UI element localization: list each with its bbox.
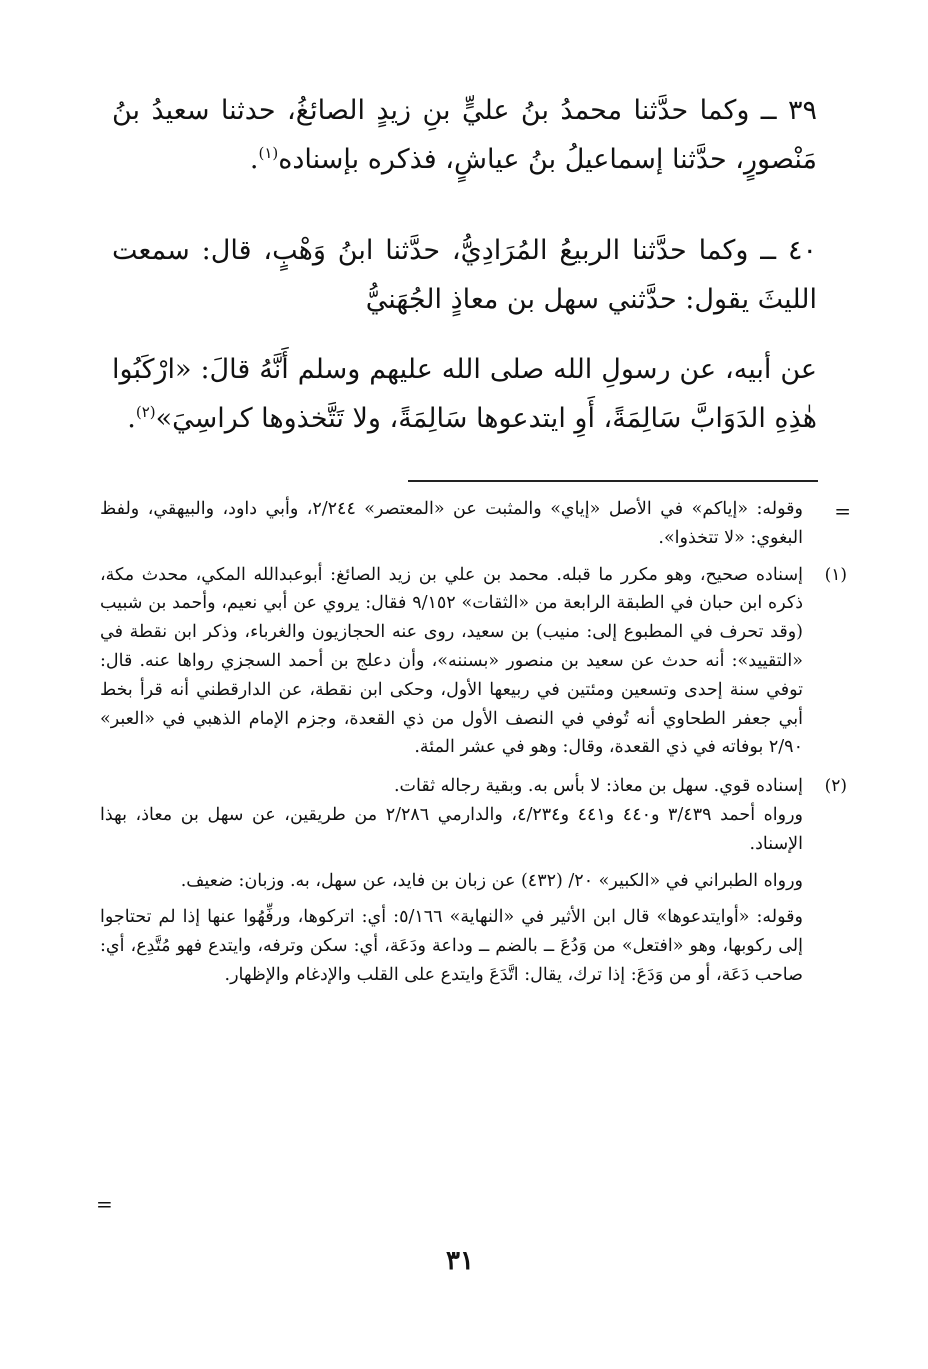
footnote-1 [100, 561, 847, 763]
footnote-2-paragraph-b [100, 801, 825, 859]
page-number: ٣١ [446, 1246, 474, 1276]
hadith-40-text-cont: عن أبيه، عن رسولِ الله صلى الله عليهم وسلم أَنَّهُ قالَ: «ارْكَبُوا هٰذِهِ الدَوَابَّ سَالِمَةً، أَوِ ايتدعوها سَالِمَةً، ولا تَتَّخذوها كراسِيَ» [112, 354, 817, 434]
continuation-mark: = [834, 499, 851, 523]
footnote-2-text-c: ورواه الطبراني في «الكبير» ٢٠/ (٤٣٢) عن زبان بن فايد، عن سهل، به. وزبان: ضعيف. [180, 870, 803, 891]
hadith-40-continuation [112, 345, 817, 443]
hadith-39-note-ref[interactable]: (١) [258, 144, 279, 162]
footnote-2-text-a: إسناده قوي. سهل بن معاذ: لا بأس به. وبقية رجاله ثقات. [393, 776, 803, 797]
footnote-2-paragraph-d [100, 903, 825, 989]
footnote-2-text-b: ورواه أحمد ٣/٤٣٩ و٤٤٠ و٤٤١ و٤/٢٣٤، والدارمي ٢/٢٨٦ من طريقين، عن سهل بن معاذ، بهذا الإسناد. [100, 804, 803, 854]
hadith-39-paragraph [112, 86, 817, 184]
footnotes-section [100, 495, 851, 990]
footnote-2-paragraph-c [100, 867, 825, 896]
footnote-2 [100, 772, 847, 801]
hadith-40-note-ref[interactable]: (٢) [135, 403, 156, 421]
footnote-2-number: (٢) [824, 776, 847, 797]
footnote-continued-text: وقوله: «إياكم» في الأصل «إياي» والمثبت عن «المعتصر» ٢/٢٤٤، وأبي داود، والبيهقي، ولفظ البغوي: «لا تتخذوا». [100, 499, 803, 548]
hadith-40-paragraph [112, 226, 817, 324]
footnote-2-text-d: وقوله: «أوايتدعوها» قال ابن الأثير في «النهاية» ٥/١٦٦: أي: اتركوها، ورفِّهُوا عنها إذا لم تحتاجوا إلى ركوبها، وهو «افتعل» من وَدُعَ ــ بالضم ــ وداعة ودَعَة، أي: سكن وترفه، وايتدع فهو مُتَّدِع، أي: صاحب دَعَة، أو من وَدَعَ: إذا ترك، يقال: اتَّدَعَ وايتدع على القلب والإدغام والإظهار. [100, 907, 803, 985]
hadith-39-end: . [249, 144, 259, 175]
footnote-end-mark: = [96, 1192, 113, 1216]
hadith-39-text: ٣٩ ــ وكما حدَّثنا محمدُ بنُ عليٍّ بنِ زيدٍ الصائغُ، حدثنا سعيدُ بنُ مَنْصورٍ، حدَّثنا إسماعيلُ بنُ عياشٍ، فذكره بإسناده [112, 95, 817, 175]
hadith-40-end: . [127, 403, 136, 434]
hadith-40-text: ٤٠ ــ وكما حدَّثنا الربيعُ المُرَادِيُّ، حدَّثنا ابنُ وَهْبٍ، قال: سمعت الليثَ يقول: حدَّثني سهل بن معاذٍ الجُهَنيُّ [112, 235, 817, 315]
footnote-1-number: (١) [824, 564, 847, 585]
footnote-separator [408, 480, 818, 482]
footnote-1-text: إسناده صحيح، وهو مكرر ما قبله. محمد بن علي بن زيد الصائغ: أبوعبدالله المكي، محدث مكة، ذكره ابن حبان في الطبقة الرابعة من «الثقات» ٩/١٥٢ فقال: يروي عن أبي نعيم، وأحمد بن شبيب (وقد تحرف في المطبوع إلى: منيب) بن سعيد، روى عنه الحجازيون والغرباء، وذكر ابن نقطة في «التقييد»: أنه حدث عن سعيد بن منصور «بسننه»، وأن دعلج بن أحمد السجزي رواها عنه. قال: توفي سنة إحدى وتسعين ومئتين في ربيعها الأول، وحكى ابن نقطة، عن الدارقطني أنه قرأ بخط أبي جعفر الطحاوي أنه تُوفي في النصف الأول من ذي القعدة، وجزم الإمام الذهبي في «العبر» ٢/٩٠ بوفاته في ذي القعدة، وقال: وهو في عشر المئة. [100, 564, 803, 758]
footnote-continued [100, 495, 851, 553]
